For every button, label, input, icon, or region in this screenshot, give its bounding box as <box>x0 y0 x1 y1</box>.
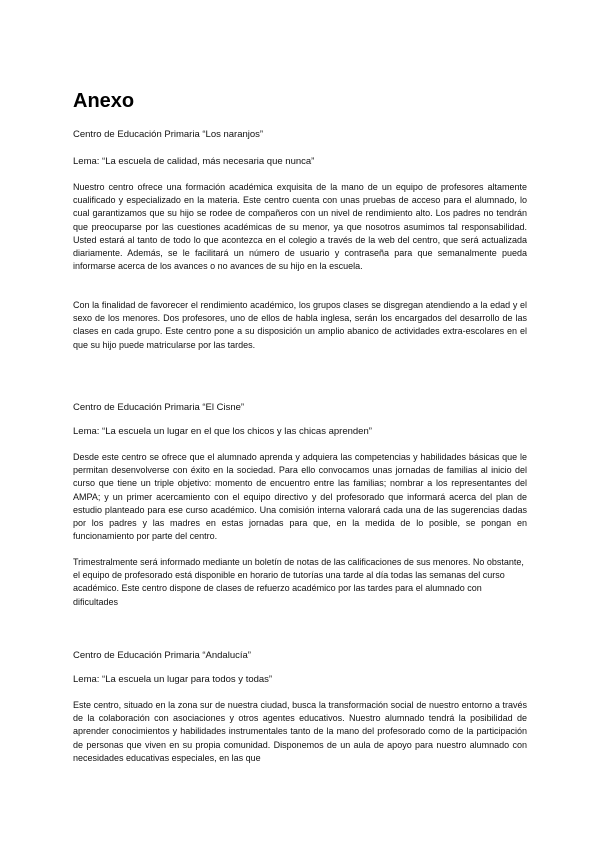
school-name-el-cisne: Centro de Educación Primaria “El Cisne” <box>73 402 245 413</box>
school-paragraph: Con la finalidad de favorecer el rendimiento académico, los grupos clases se disgregan atendiendo a la edad y el sexo de los menores. Dos profesores, uno de ellos de habla inglesa, serán los encargados del desarrollo de las clases en cada grupo. Este centro pone a su disposición un amplio abanico de actividades extra-escolares en el que su hijo puede matricularse por las tardes. <box>73 300 527 350</box>
school-name-los-naranjos: Centro de Educación Primaria “Los naranjos” <box>73 129 264 140</box>
school-paragraph: Este centro, situado en la zona sur de nuestra ciudad, busca la transformación social de nuestro entorno a través de la colaboración con asociaciones y otros agentes educativos. Nuestro alumnado tendrá la posibilidad de aprender conocimientos y habilidades instrumentales tanto de la mano del profesorado como de la participación de personas que viven en su propia comunidad. Disponemos de un aula de apoyo para nuestro alumnado con necesidades educativas especiales, en las que <box>73 700 527 763</box>
school-motto-andalucia: Lema: “La escuela un lugar para todos y todas” <box>73 674 273 685</box>
school-motto-el-cisne: Lema: “La escuela un lugar en el que los chicos y las chicas aprenden” <box>73 426 372 437</box>
school-paragraph: Trimestralmente será informado mediante un boletín de notas de las calificaciones de sus menores. No obstante, el equipo de profesorado está disponible en horario de tutorías una tarde al día todas las semanas del curso académico. Este centro dispone de clases de refuerzo académico por las tardes para el alumnado con dificultades <box>73 557 524 607</box>
school-motto-los-naranjos: Lema: “La escuela de calidad, más necesaria que nunca” <box>73 156 315 167</box>
document-title: Anexo <box>73 90 135 112</box>
school-name-andalucia: Centro de Educación Primaria “Andalucía” <box>73 650 251 661</box>
school-paragraph: Nuestro centro ofrece una formación académica exquisita de la mano de un equipo de profesores altamente cualificado y especializado en la materia. Este centro cuenta con unas pruebas de acceso para el alumnado, lo cual garantizamos que su hijo se rodee de compañeros con un nivel de rendimiento alto. Los padres no tendrán que preocuparse por las cuestiones académicas de su menor, ya que nosotros asumimos tal responsabilidad. Usted estará al tanto de todo lo que acontezca en el colegio a través de la web del centro, que será actualizada diariamente. Además, se le facilitará un número de usuario y contraseña para que semanalmente pueda informarse acerca de los avances o no avances de su hijo en la escuela. <box>73 182 527 272</box>
school-paragraph: Desde este centro se ofrece que el alumnado aprenda y adquiera las competencias y habilidades básicas que le permitan desenvolverse con éxito en la sociedad. Para ello convocamos unas jornadas de familias al inicio del curso que tiene un triple objetivo: momento de encuentro entre las familias; nombrar a los representantes del AMPA; y un primer acercamiento con el equipo directivo y del profesorado que informará acerca del plan de estudio planteado para ese curso académico. Una comisión interna valorará cada una de las sugerencias dadas por los padres y las madres en estas jornadas para que, en la medida de lo posible, se pongan en funcionamiento por parte del centro. <box>73 452 527 542</box>
